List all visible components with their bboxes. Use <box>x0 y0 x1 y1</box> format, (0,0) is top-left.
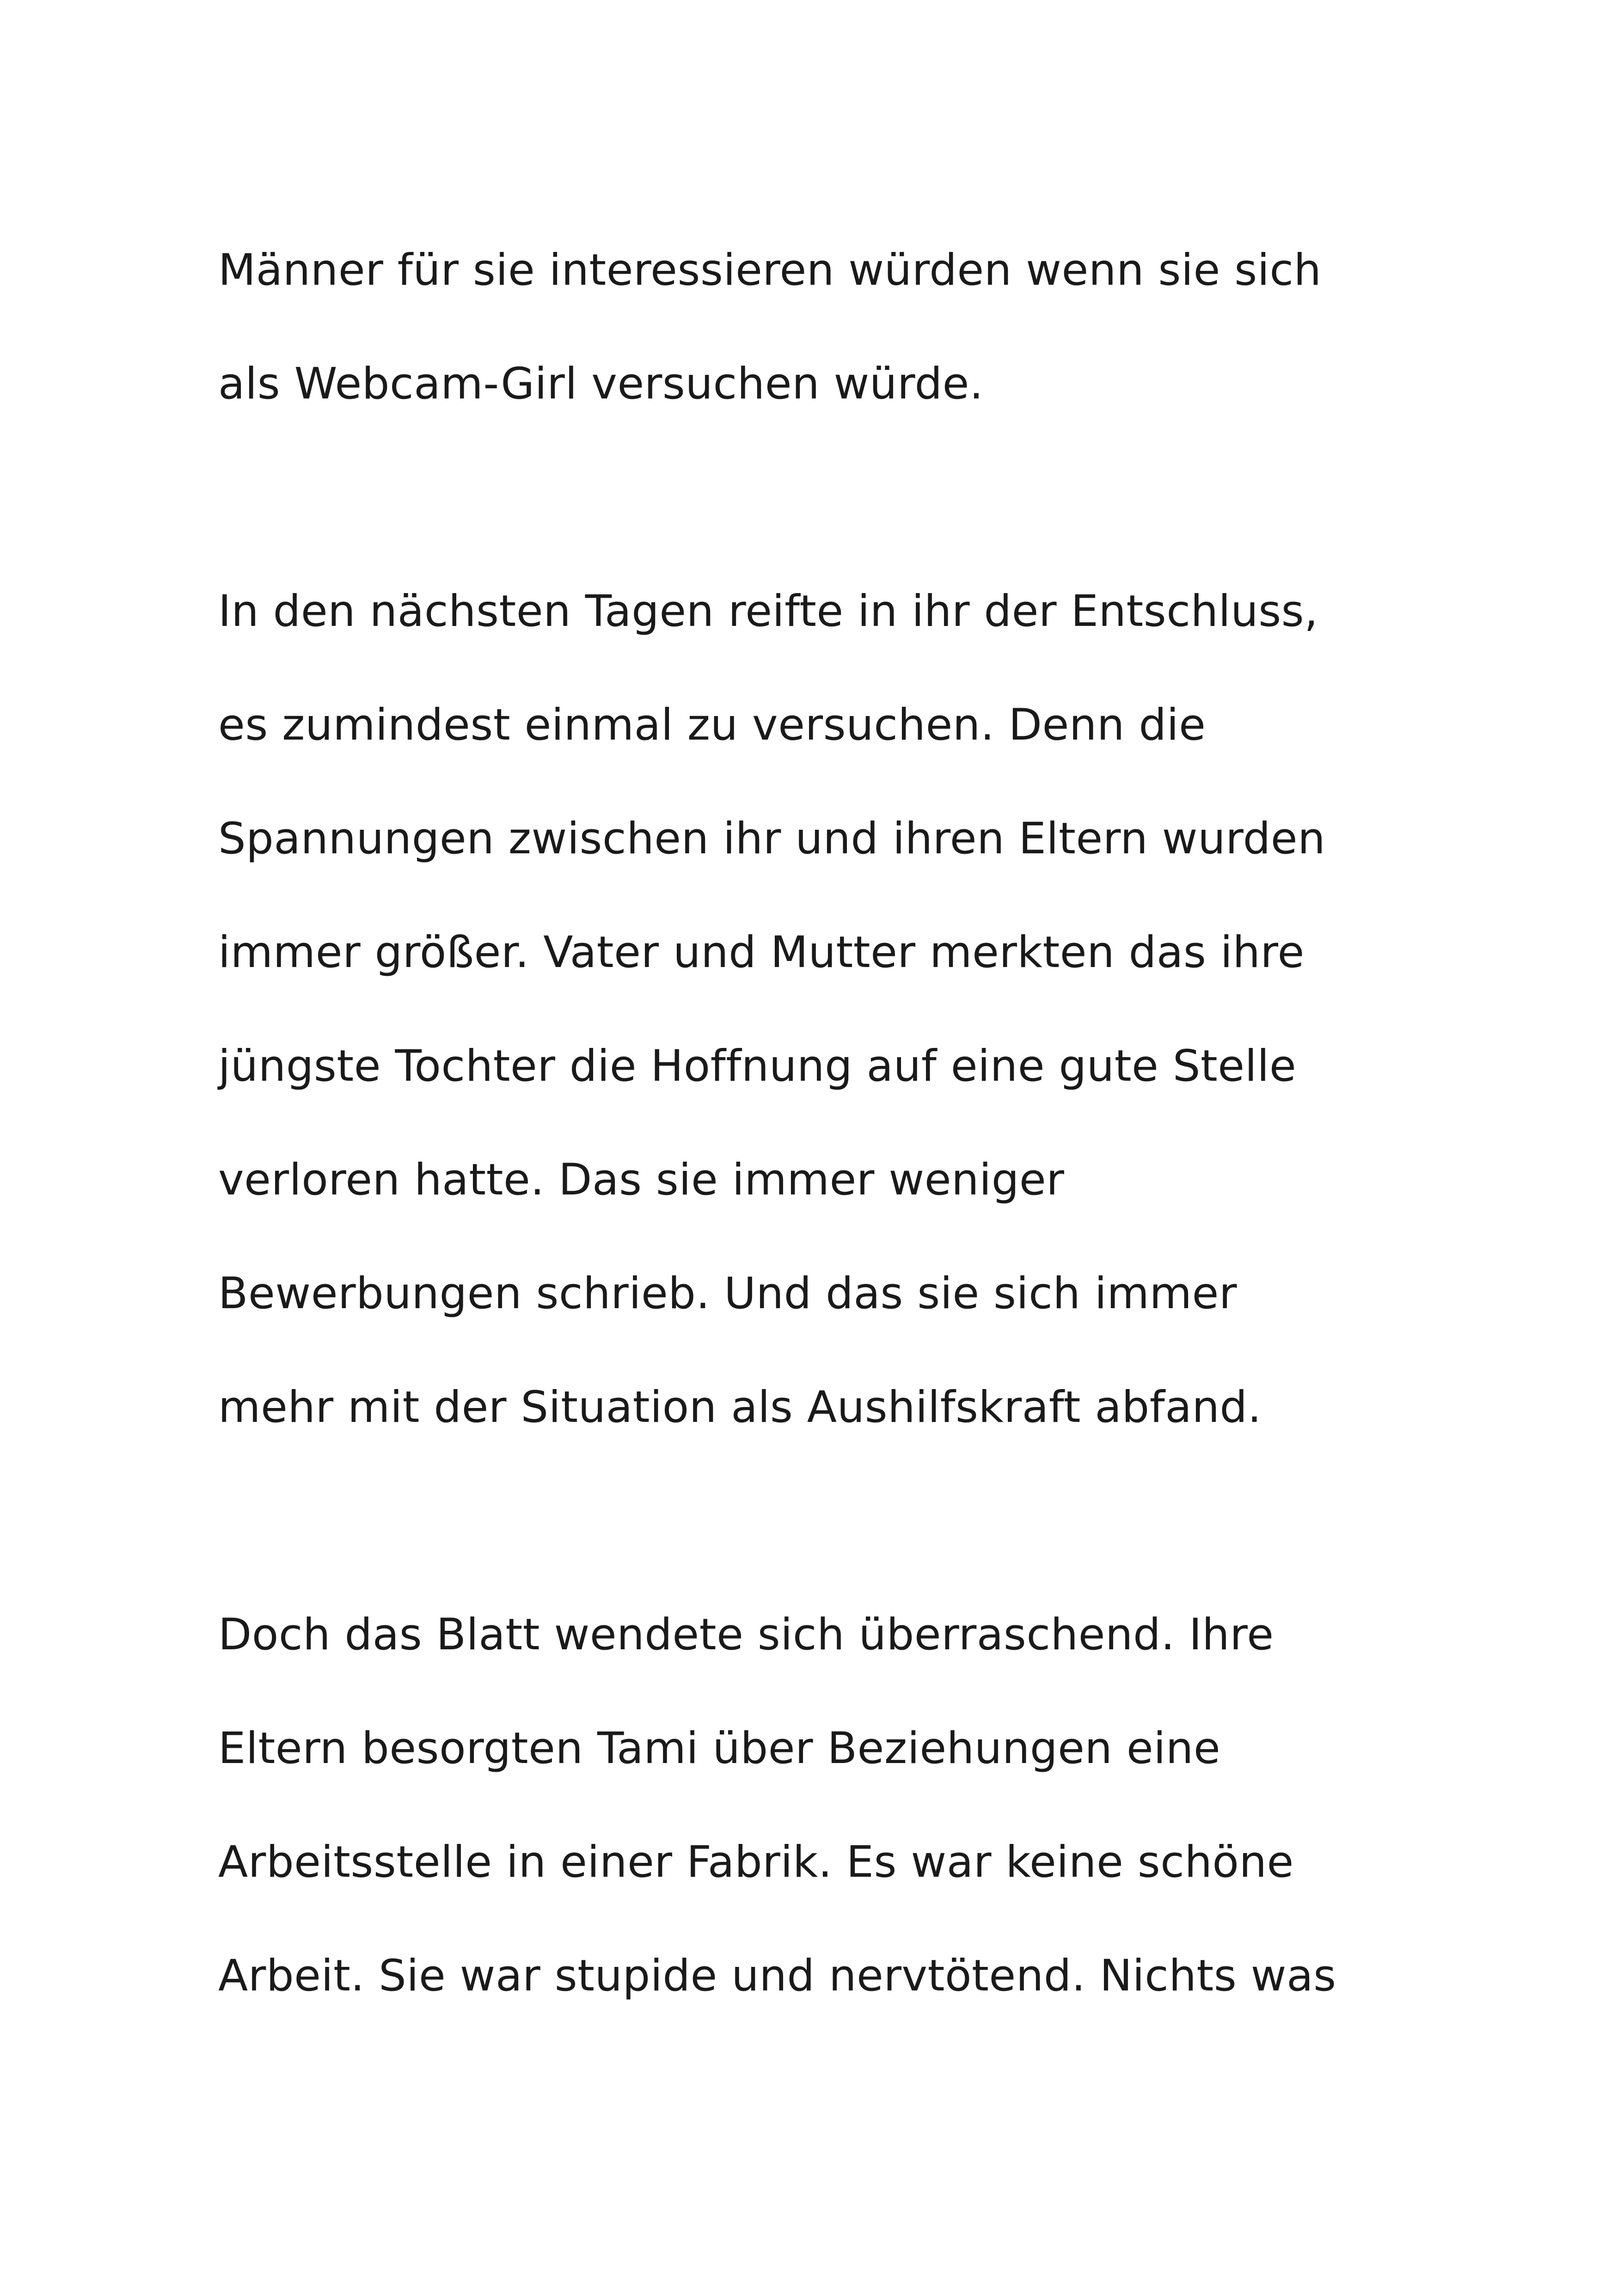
body-text <box>218 214 1559 2033</box>
paragraph <box>218 555 1559 1464</box>
text-line: Bewerbungen schrieb. Und das sie sich immer <box>218 1268 1238 1319</box>
text-line: verloren hatte. Das sie immer weniger <box>218 1155 1065 1205</box>
text-line: immer größer. Vater und Mutter merkten das ihre <box>218 927 1305 978</box>
text-line: Arbeit. Sie war stupide und nervtötend. Nichts was <box>218 1951 1336 2001</box>
text-line: jüngste Tochter die Hoffnung auf eine gute Stelle <box>218 1041 1297 1091</box>
text-line: Männer für sie interessieren würden wenn sie sich <box>218 245 1322 295</box>
text-line: mehr mit der Situation als Aushilfskraft abfand. <box>218 1382 1262 1433</box>
text-line: es zumindest einmal zu versuchen. Denn die <box>218 700 1206 750</box>
text-line: als Webcam-Girl versuchen würde. <box>218 359 984 409</box>
text-line: Eltern besorgten Tami über Beziehungen eine <box>218 1723 1221 1774</box>
paragraph-spacer <box>218 1464 1559 1578</box>
text-line: Doch das Blatt wendete sich überraschend. Ihre <box>218 1610 1274 1660</box>
paragraph-spacer <box>218 441 1559 555</box>
paragraph <box>218 214 1559 441</box>
text-line: Spannungen zwischen ihr und ihren Eltern wurden <box>218 814 1326 864</box>
text-line: In den nächsten Tagen reifte in ihr der Entschluss, <box>218 586 1318 637</box>
paragraph <box>218 1578 1559 2033</box>
text-line: Arbeitsstelle in einer Fabrik. Es war keine schöne <box>218 1837 1294 1887</box>
